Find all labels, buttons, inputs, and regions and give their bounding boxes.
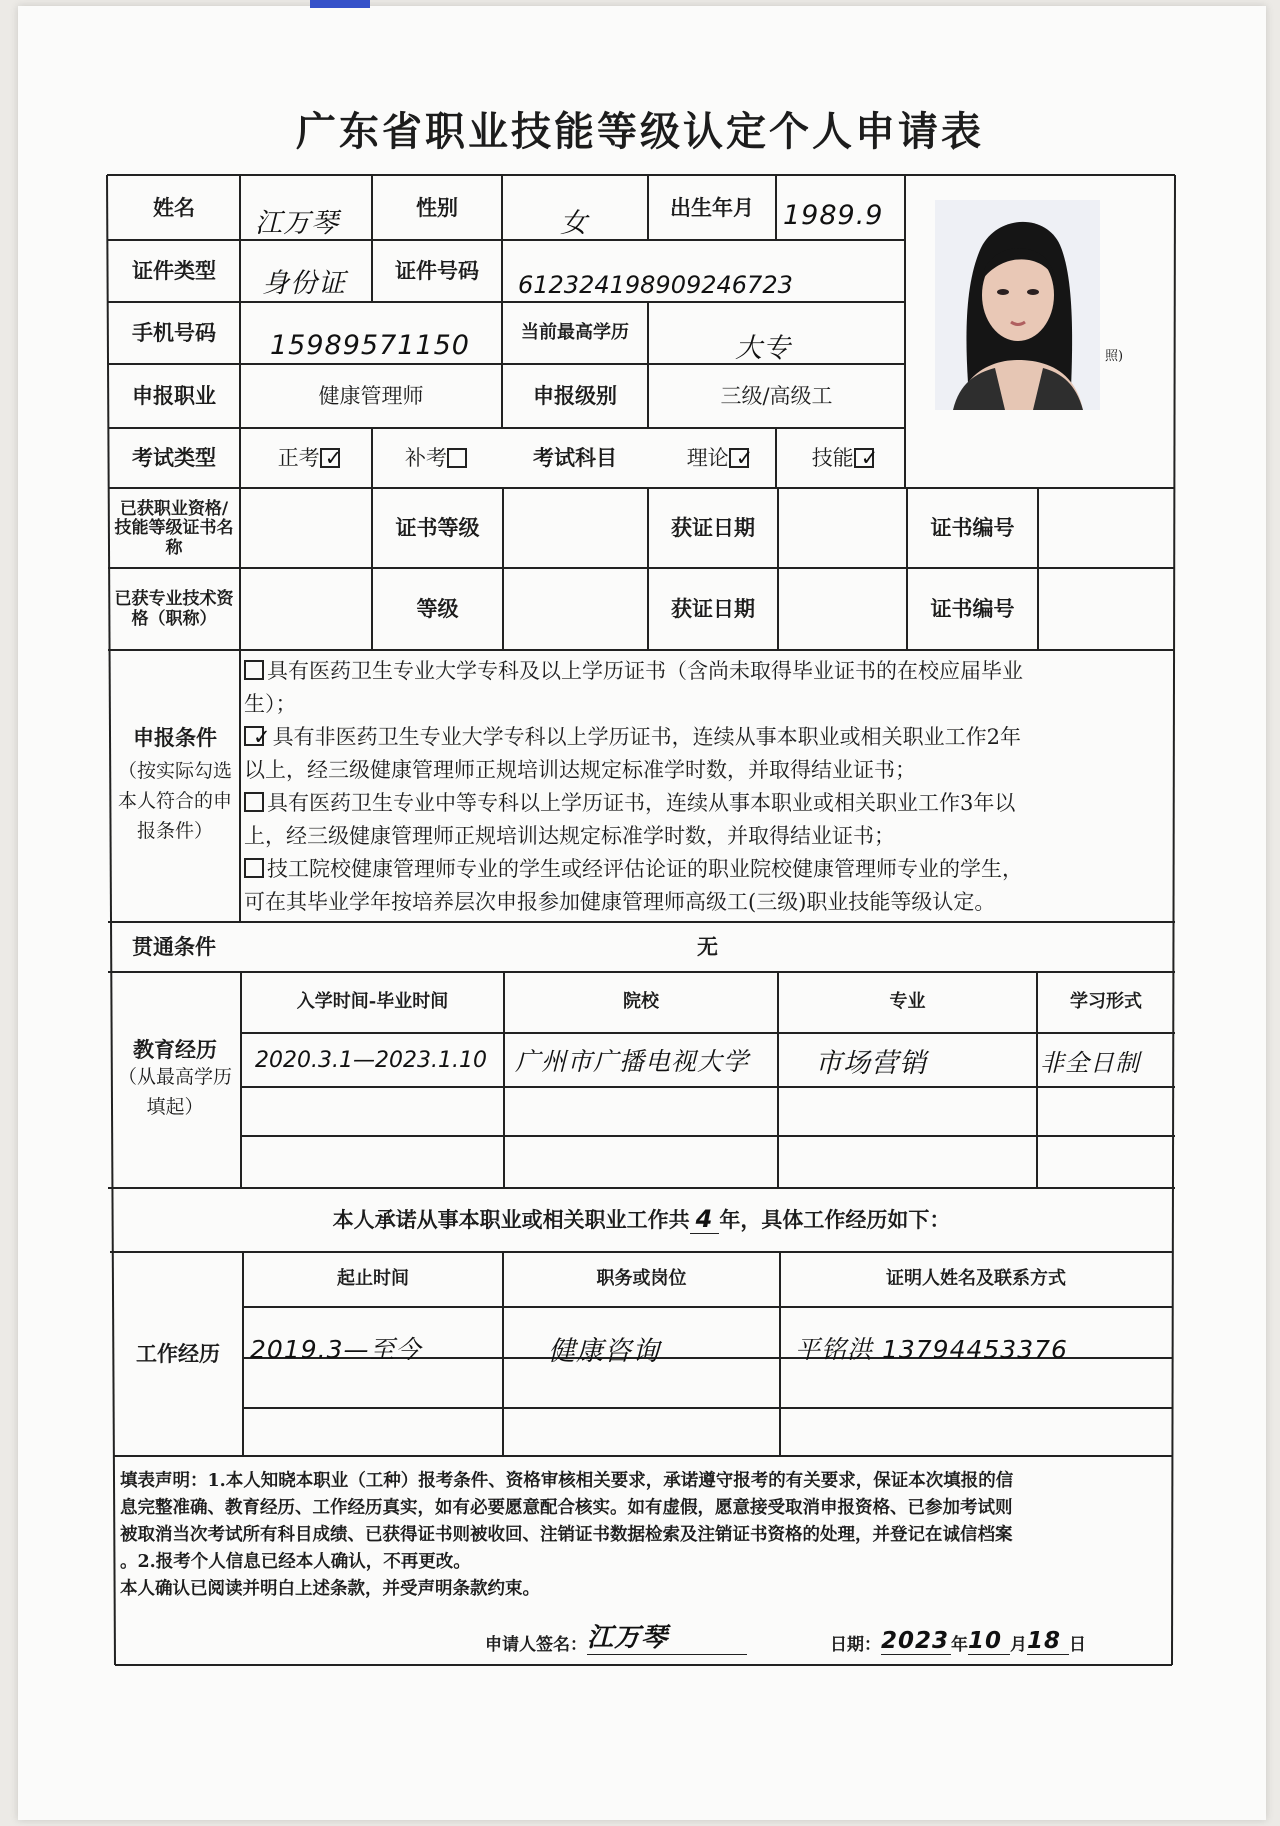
label-title-date: 获证日期 bbox=[671, 595, 755, 621]
makeup-checkbox[interactable] bbox=[447, 448, 467, 468]
edu-row-school[interactable]: 广州市广播电视大学 bbox=[515, 1047, 750, 1076]
label-grade: 等级 bbox=[416, 595, 459, 621]
condition-2-cont: 以上，经三级健康管理师正规培训达规定标准学时数，并取得结业证书； bbox=[244, 758, 916, 782]
condition-4-text-a: 技工院校健康管理师专业的学生或经评估论证的职业院校健康管理师专业的学生， bbox=[267, 857, 1023, 881]
edu-header-period: 入学时间-毕业时间 bbox=[296, 991, 449, 1013]
value-gender[interactable]: 女 bbox=[560, 207, 588, 239]
value-name[interactable]: 江万琴 bbox=[255, 207, 339, 239]
date-month[interactable]: 10 bbox=[968, 1628, 1010, 1655]
conditions-note: （按实际勾选本人符合的申报条件） bbox=[117, 760, 232, 843]
work-row-period[interactable]: 2019.3—至今 bbox=[250, 1335, 422, 1364]
condition-1-cont: 生）； bbox=[244, 692, 297, 716]
label-work: 工作经历 bbox=[136, 1340, 220, 1366]
declaration-line-1: 填表声明：1.本人知晓本职业（工种）报考条件、资格审核相关要求，承诺遵守报考的有关要求，保证本次填报的信 bbox=[120, 1471, 1014, 1491]
work-header-referee: 证明人姓名及联系方式 bbox=[886, 1268, 1066, 1290]
edu-row-major[interactable]: 市场营销 bbox=[815, 1047, 927, 1079]
conditions-title: 申报条件 bbox=[133, 724, 217, 750]
condition-3[interactable] bbox=[244, 787, 1174, 820]
label-exam-type: 考试类型 bbox=[132, 444, 216, 470]
form-title: 广东省职业技能等级认定个人申请表 bbox=[296, 108, 984, 155]
work-header-position: 职务或岗位 bbox=[596, 1268, 687, 1290]
regular-check-mark: ✓ bbox=[324, 445, 343, 470]
date-day-unit: 日 bbox=[1069, 1635, 1086, 1655]
declaration-line-5: 本人确认已阅读并明白上述条款，并受声明条款约束。 bbox=[120, 1579, 540, 1599]
work-promise bbox=[110, 1188, 1173, 1252]
label-cert-name: 已获职业资格/技能等级证书名称 bbox=[114, 498, 234, 558]
value-id-type[interactable]: 身份证 bbox=[262, 267, 346, 299]
conditions-list bbox=[244, 655, 1174, 919]
date-day[interactable]: 18 bbox=[1027, 1628, 1069, 1655]
condition-3-text-a: 具有医药卫生专业中等专科以上学历证书，连续从事本职业或相关职业工作3年以 bbox=[267, 791, 1016, 815]
value-birth[interactable]: 1989.9 bbox=[783, 199, 884, 231]
edu-row-form[interactable]: 非全日制 bbox=[1040, 1048, 1140, 1077]
condition-2-check-mark: ✓ bbox=[253, 725, 271, 749]
condition-4-cont: 可在其毕业学年按培养层次申报参加健康管理师高级工(三级)职业技能等级认定。 bbox=[244, 890, 996, 914]
label-name: 姓名 bbox=[153, 194, 195, 220]
signature-label: 申请人签名： bbox=[485, 1635, 587, 1655]
declaration bbox=[120, 1468, 1170, 1603]
edu-header-school: 院校 bbox=[623, 991, 659, 1013]
label-level: 申报级别 bbox=[533, 382, 617, 408]
condition-3-cont: 上，经三级健康管理师正规培训达规定标准学时数，并取得结业证书； bbox=[244, 824, 895, 848]
value-level[interactable]: 三级/高级工 bbox=[720, 383, 833, 408]
option-makeup-label: 补考 bbox=[405, 445, 447, 470]
label-id-type: 证件类型 bbox=[132, 257, 216, 283]
theory-check-mark: ✓ bbox=[735, 445, 754, 470]
work-row-referee[interactable]: 平铭洪 13794453376 bbox=[795, 1335, 1068, 1364]
label-birth: 出生年月 bbox=[670, 194, 754, 220]
condition-1-checkbox[interactable] bbox=[244, 660, 264, 680]
education-note: （从最高学历填起） bbox=[117, 1066, 232, 1119]
label-gender: 性别 bbox=[416, 194, 458, 220]
value-phone[interactable]: 15989571150 bbox=[270, 329, 470, 361]
option-regular-label: 正考 bbox=[277, 445, 320, 470]
signature-name[interactable]: 江万琴 bbox=[587, 1617, 747, 1655]
label-edu: 当前最高学历 bbox=[521, 321, 629, 343]
edu-header-major: 专业 bbox=[889, 991, 926, 1013]
date-label: 日期： bbox=[830, 1635, 881, 1655]
work-promise-post: 年，具体工作经历如下： bbox=[719, 1206, 951, 1232]
value-edu[interactable]: 大专 bbox=[735, 332, 791, 364]
label-phone: 手机号码 bbox=[132, 319, 216, 345]
label-occupation: 申报职业 bbox=[132, 382, 216, 408]
skill-check-mark: ✓ bbox=[860, 445, 879, 470]
signature-area bbox=[485, 1605, 747, 1655]
label-cert-date: 获证日期 bbox=[671, 514, 755, 540]
date-area bbox=[830, 1605, 1086, 1655]
label-title-no: 证书编号 bbox=[930, 595, 1015, 621]
work-row-position[interactable]: 健康咨询 bbox=[548, 1335, 660, 1367]
option-regular[interactable] bbox=[255, 428, 365, 488]
date-month-unit: 月 bbox=[1010, 1635, 1027, 1655]
declaration-line-2: 息完整准确、教育经历、工作经历真实，如有必要愿意配合核实。如有虚假，愿意接受取消申报资格、已参加考试则 bbox=[120, 1498, 1013, 1518]
label-exam-subject: 考试科目 bbox=[533, 444, 617, 470]
option-skill[interactable] bbox=[790, 428, 900, 488]
option-theory-label: 理论 bbox=[686, 445, 729, 470]
declaration-line-4: 。2.报考个人信息已经本人确认，不再更改。 bbox=[120, 1552, 471, 1572]
value-occupation[interactable]: 健康管理师 bbox=[318, 383, 424, 408]
condition-2-text-a: 具有非医药卫生专业大学专科以上学历证书，连续从事本职业或相关职业工作2年 bbox=[272, 725, 1021, 749]
photo-note: 照) bbox=[1105, 349, 1124, 364]
edu-header-form: 学习形式 bbox=[1070, 991, 1142, 1013]
label-title-cert: 已获专业技术资格（职称） bbox=[114, 589, 234, 629]
applicant-photo bbox=[935, 200, 1100, 410]
condition-1[interactable] bbox=[244, 655, 1174, 688]
education-title: 教育经历 bbox=[133, 1036, 217, 1062]
label-cert-level: 证书等级 bbox=[395, 514, 480, 540]
label-conditions bbox=[112, 650, 238, 922]
portrait-image bbox=[935, 200, 1100, 410]
value-id-no[interactable]: 612324198909246723 bbox=[518, 271, 793, 299]
condition-2[interactable] bbox=[244, 721, 1174, 754]
condition-4-checkbox[interactable] bbox=[244, 858, 264, 878]
date-year[interactable]: 2023 bbox=[881, 1628, 950, 1654]
condition-4[interactable] bbox=[244, 853, 1174, 886]
value-through[interactable]: 无 bbox=[697, 933, 718, 959]
option-theory[interactable] bbox=[660, 428, 780, 488]
work-header-period: 起止时间 bbox=[337, 1268, 409, 1290]
label-id-no: 证件号码 bbox=[395, 257, 479, 283]
edu-row-period[interactable]: 2020.3.1—2023.1.10 bbox=[255, 1047, 487, 1073]
work-years[interactable]: 4 bbox=[690, 1206, 720, 1235]
work-promise-pre: 本人承诺从事本职业或相关职业工作共 bbox=[332, 1206, 690, 1232]
date-year-unit: 年 bbox=[951, 1635, 968, 1655]
label-education bbox=[112, 972, 238, 1188]
label-cert-no: 证书编号 bbox=[930, 514, 1015, 540]
condition-3-checkbox[interactable] bbox=[244, 792, 264, 812]
label-through: 贯通条件 bbox=[132, 933, 216, 959]
declaration-line-3: 被取消当次考试所有科目成绩、已获得证书则被收回、注销证书数据检索及注销证书资格的处理，并登记在诚信档案 bbox=[120, 1525, 1013, 1545]
condition-1-text-a: 具有医药卫生专业大学专科及以上学历证书（含尚未取得毕业证书的在校应届毕业 bbox=[267, 659, 1023, 683]
option-skill-label: 技能 bbox=[811, 445, 854, 470]
option-makeup[interactable] bbox=[380, 428, 495, 488]
